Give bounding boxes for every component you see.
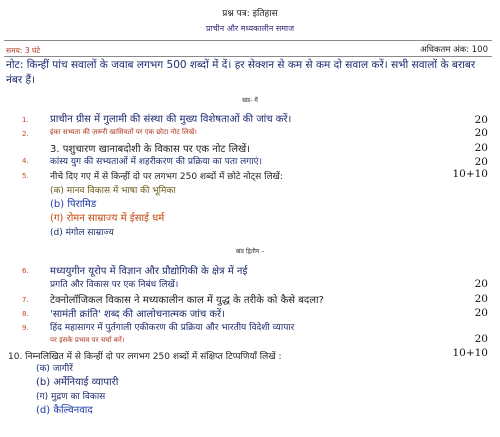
paper-subtitle: प्राचीन और मध्यकालीन समाज <box>205 24 295 33</box>
question-2-text: इंका सभ्यता की ज़रूरी खासियतों पर एक छोटा नोट लिखें। <box>50 128 197 136</box>
question-10-option-a: (क) जागीरें <box>36 364 73 374</box>
question-4-text: कांस्य युग की सभ्यताओं में शहरीकरण की प्रक्रिया का पता लगाएं। <box>50 157 263 167</box>
section-b-title: खंड द्वितीय – <box>235 248 265 255</box>
question-6-number: 6. <box>22 267 29 275</box>
question-7-text: टेक्नोलॉजिकल विकास ने मध्यकालीन काल में युद्ध के तरीके को कैसे बदला? <box>50 295 324 306</box>
question-5-marks: 10+10 <box>452 168 488 180</box>
question-10-option-c: (ग) मुद्रण का विकास <box>36 392 106 402</box>
question-5-option-b: (b) पिरामिड <box>50 199 97 210</box>
question-6-marks: 20 <box>474 278 488 290</box>
question-10-marks: 10+10 <box>452 347 488 359</box>
question-9-number: 9. <box>22 324 29 332</box>
header-divider <box>4 40 492 41</box>
question-5-option-d: (d) मंगोल साम्राज्य <box>50 228 114 238</box>
question-3-marks: 20 <box>474 142 488 154</box>
paper-title: प्रश्न पत्र: इतिहास <box>222 9 278 19</box>
question-7-number: 7. <box>22 296 29 304</box>
question-4-number: 4. <box>22 157 29 165</box>
question-5-number: 5. <box>22 172 29 180</box>
question-8-marks: 20 <box>474 307 488 319</box>
question-6-text-line-1: मध्ययुगीन यूरोप में विज्ञान और प्रौद्योगिकी के क्षेत्र में नई <box>50 266 248 277</box>
question-10-text: 10. निम्नलिखित में से किन्हीं दो पर लगभग 250 शब्दों में संक्षिप्त टिप्पणियाँ लिखें : <box>8 352 282 362</box>
question-1-text: प्राचीन ग्रीस में गुलामी की संस्था की मुख्य विशेषताओं की जांच करें। <box>50 114 292 125</box>
question-5-option-c: (ग) रोमन साम्राज्य में ईसाई धर्म <box>50 213 165 224</box>
question-3-text: 3. पशुचारण खानाबदोशी के विकास पर एक नोट लिखें। <box>50 144 250 155</box>
question-10-option-b: (b) अर्मेनियाई व्यापारी <box>36 377 119 388</box>
question-6-text-line-2: प्रगति और विकास पर एक निबंध लिखें। <box>50 280 179 290</box>
info-divider <box>4 56 492 57</box>
question-2-number: 2. <box>22 130 29 138</box>
question-5-option-a: (क) मानव विकास में भाषा की भूमिका <box>50 186 176 196</box>
question-8-text: 'सामंती क्रांति' शब्द की आलोचनात्मक जांच करें। <box>50 309 225 320</box>
question-4-marks: 20 <box>474 156 488 168</box>
question-9-marks: 20 <box>474 333 488 345</box>
question-9-text-line-2: पर इसके प्रभाव पर चर्चा करें। <box>50 336 125 344</box>
max-marks: अधिकतम अंक: 100 <box>420 45 488 55</box>
question-10-option-d: (d) कैल्विनवाद <box>36 405 93 416</box>
question-2-marks: 20 <box>474 127 488 139</box>
instructions-note: नोट: किन्हीं पांच सवालों के जवाब लगभग 500 शब्दों में दें। हर सेक्शन से कम से कम दो सवाल करें। सभी सवालों के बराबर नंबर हैं। <box>6 59 476 86</box>
question-9-text-line-1: हिंद महासागर में पुर्तगाली एकीकरण की प्रक्रिया और भारतीय विदेशी व्यापार <box>50 323 295 333</box>
section-a-title: खंड- मैं <box>242 97 258 104</box>
question-1-marks: 20 <box>474 114 488 126</box>
time-allowed: समय: 3 घंटे <box>6 46 41 55</box>
question-8-number: 8. <box>22 310 29 318</box>
question-5-text: नीचे दिए गए में से किन्हीं दो पर लगभग 250 शब्दों में छोटे नोट्स लिखें: <box>50 172 283 182</box>
question-7-marks: 20 <box>474 293 488 305</box>
question-1-number: 1. <box>22 116 29 124</box>
